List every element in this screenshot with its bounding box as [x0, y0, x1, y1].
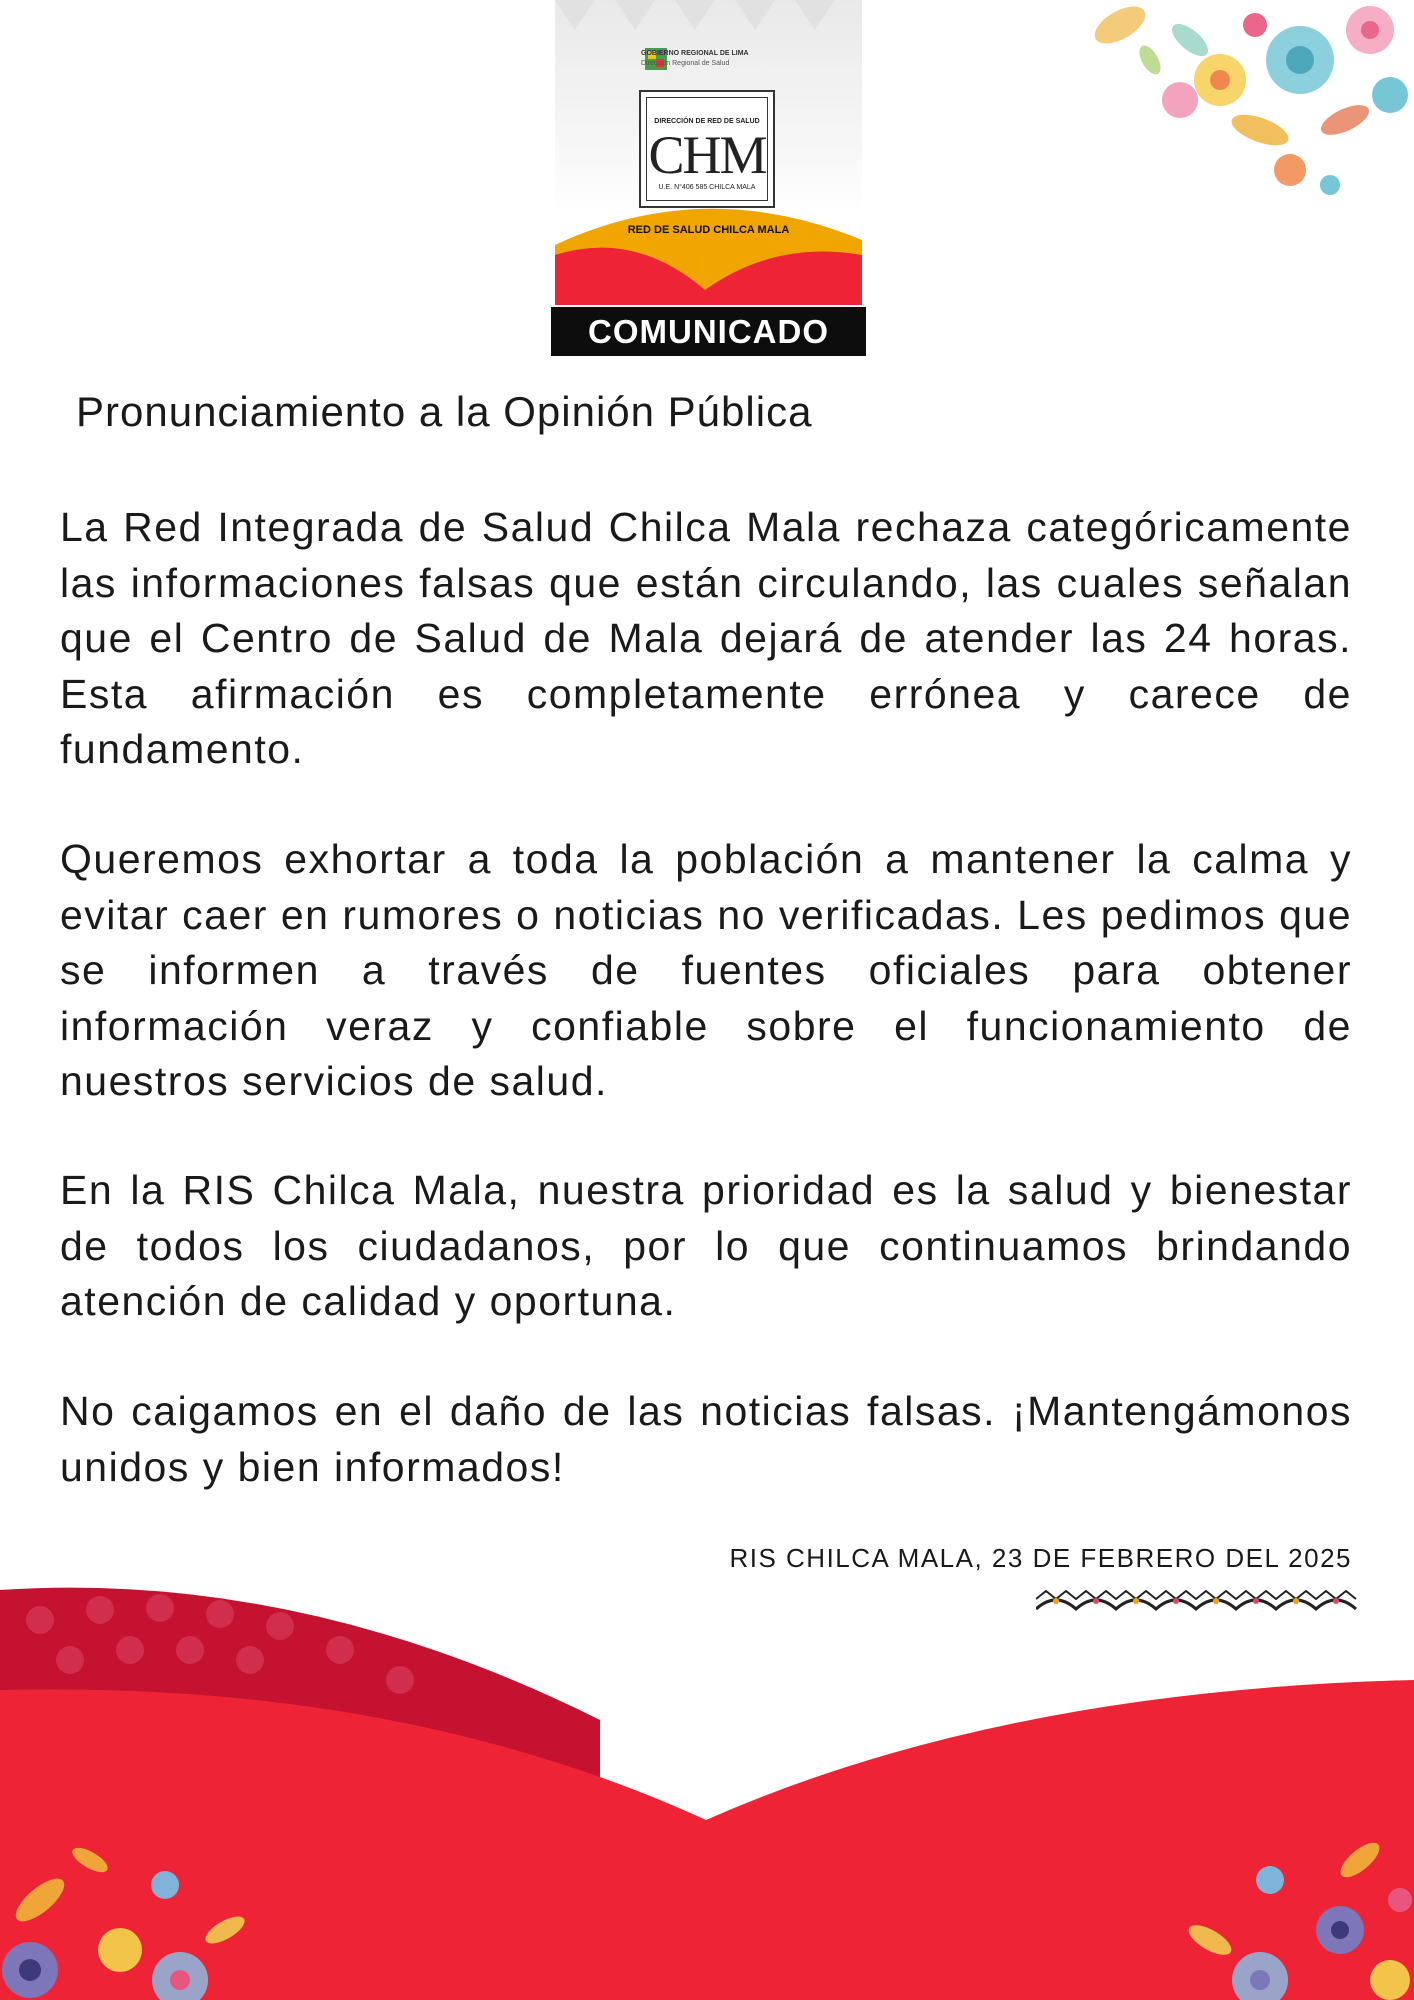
paragraph-1: La Red Integrada de Salud Chilca Mala rechaza categóricamente las informaciones falsas que están circulando, las cuales señalan que el Centro de Salud de Mala dejará de atender las 24 horas. Esta afirmación es completamente errónea y carece de fundamento. — [60, 504, 1352, 772]
paragraph-2: Queremos exhortar a toda la población a mantener la calma y evitar caer en rumores o noticias no verificadas. Les pedimos que se informen a través de fuentes oficiales para obtener información veraz y confiable sobre el funcionamiento de nuestros servicios de salud. — [60, 836, 1352, 1104]
floral-decoration-top-icon — [1060, 0, 1414, 205]
document-title: Pronunciamiento a la Opinión Pública — [76, 388, 813, 435]
paragraph-4: No caigamos en el daño de las noticias falsas. ¡Mantengámonos unidos y bien informados! — [60, 1388, 1352, 1490]
chm-logo-letters: CHM — [648, 125, 766, 185]
floral-decoration-bottom-left-icon — [0, 1820, 260, 2000]
direccion-regional-label: Dirección Regional de Salud — [641, 60, 730, 67]
chm-logo-bottom-text: U.E. N°406 585 CHILCA MALA — [658, 184, 756, 191]
signature-line: RIS CHILCA MALA, 23 DE FEBRERO DEL 2025 — [729, 1543, 1352, 1573]
institution-logo-card — [555, 0, 862, 305]
network-label: RED DE SALUD CHILCA MALA — [627, 224, 790, 236]
floral-decoration-bottom-right-icon — [1160, 1820, 1414, 2000]
comunicado-banner: COMUNICADO — [551, 307, 866, 356]
gobierno-regional-label: GOBIERNO REGIONAL DE LIMA — [641, 50, 749, 57]
chm-logo — [639, 90, 775, 208]
chm-logo-top-text: DIRECCIÓN DE RED DE SALUD — [654, 118, 760, 125]
paragraph-3: En la RIS Chilca Mala, nuestra prioridad es la salud y bienestar de todos los ciudadanos, por lo que continuamos brindando atención de calidad y oportuna. — [60, 1167, 1352, 1324]
